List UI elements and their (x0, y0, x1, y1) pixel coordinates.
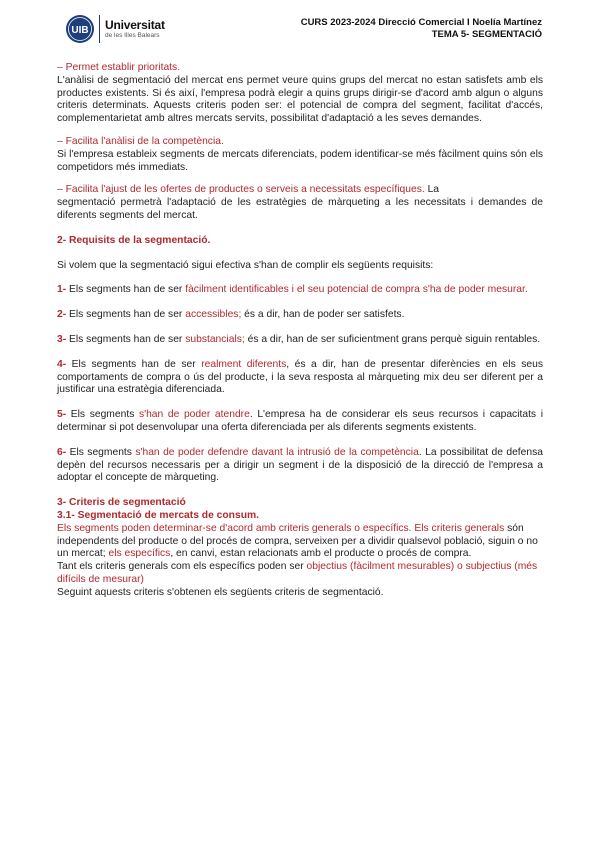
bullet-item (57, 184, 543, 222)
requirement-item: 1- Els segments han de ser fàcilment identificables i el seu potencial de compra s'ha de poder mesurar. (57, 284, 528, 296)
document-body (57, 62, 543, 600)
bullet-item (57, 62, 543, 126)
requirement-item: 2- Els segments han de ser accessibles; és a dir, han de poder ser satisfets. (57, 309, 405, 321)
section-heading: 3- Criteris de segmentació (57, 497, 186, 509)
bullet-item (57, 136, 543, 174)
criteria-paragraph: Els segments poden determinar-se d'acord amb criteris generals o específics. Els criteris generals són independents del producte o del procés de compra, serveixen per a dividir qualsevol població, siguin o no un mercat; els específics, en canvi, estan relacionats amb el producte o procés de compra. (57, 522, 538, 560)
bullet-body: segmentació permetrà l'adaptació de les estratègies de màrqueting a les necessitats i demandes de diferents segments del mercat. (57, 197, 543, 221)
criteria-types-paragraph: Tant els criteris generals com els específics poden ser objectius (fàcilment mesurables) o subjectius (més difícils de mesurar) (57, 561, 538, 585)
logo-divider (99, 15, 100, 43)
university-subname: de les Illes Balears (105, 31, 160, 39)
requirement-item: 5- Els segments s'han de poder atendre. L'empresa ha de considerar els seus recursos i capacitats i determinar si pot desenvolupar una oferta diferenciada per als diferents segments existents. (57, 409, 543, 433)
page-header (301, 17, 542, 41)
subsection-heading: 3.1- Segmentació de mercats de consum. (57, 509, 260, 521)
requirement-item: 4- Els segments han de ser realment diferents, és a dir, han de presentar diferències en els seus comportaments de compra o ús del producte, i la seva resposta al màrqueting mix deu ser diferent per a justificar una estratègia diferenciada. (57, 358, 543, 396)
section-intro: Si volem que la segmentació sigui efectiva s'han de complir els següents requisits: (57, 259, 434, 271)
topic-line: TEMA 5- SEGMENTACIÓ (431, 29, 542, 40)
requirement-item: 3- Els segments han de ser substancials; és a dir, han de ser suficientment grans perquè siguin rentables. (57, 333, 541, 345)
uib-seal-icon (65, 14, 95, 44)
logo-initials: UIB (71, 25, 89, 36)
bullet-title: – Facilita l'anàlisi de la competència. (57, 135, 224, 147)
course-line: CURS 2023-2024 Direcció Comercial I Noelía Martínez (300, 17, 542, 28)
section-heading: 2- Requisits de la segmentació. (57, 234, 211, 246)
bullet-body: Si l'empresa estableix segments de mercats diferenciats, podem identificar-se més fàcilment quins són els competidors més immediats. (57, 148, 543, 173)
bullet-title: – Facilita l'ajust de les ofertes de productes o serveis a necessitats específiques. La (57, 184, 440, 196)
closing-paragraph: Seguint aquests criteris s'obtenen els següents criteris de segmentació. (57, 586, 384, 598)
bullet-title: – Permet establir prioritats. (57, 62, 181, 73)
bullet-body: L'anàlisi de segmentació del mercat ens permet veure quins grups del mercat no estan satisfets amb els productes existents. Si és així, l'empresa podrà elegir a quins grups dirigir-se d'acord amb algun o alguns criteris determinats. Aquests criteris poden ser: el potencial de compra del segment, facilitat d'accés, complementarietat amb altres mercats servits, possibilitat d'adaptació a les seves demandes. (57, 74, 543, 125)
university-logo (65, 14, 165, 44)
requirement-item: 6- Els segments s'han de poder defendre davant la intrusió de la competència. La possibilitat de defensa depèn del recursos necessaris per a dirigir un segment i de la disposició de la direcció de l'empresa a adoptar el concepte de màrqueting. (57, 446, 543, 484)
university-name: Universitat (105, 17, 165, 32)
